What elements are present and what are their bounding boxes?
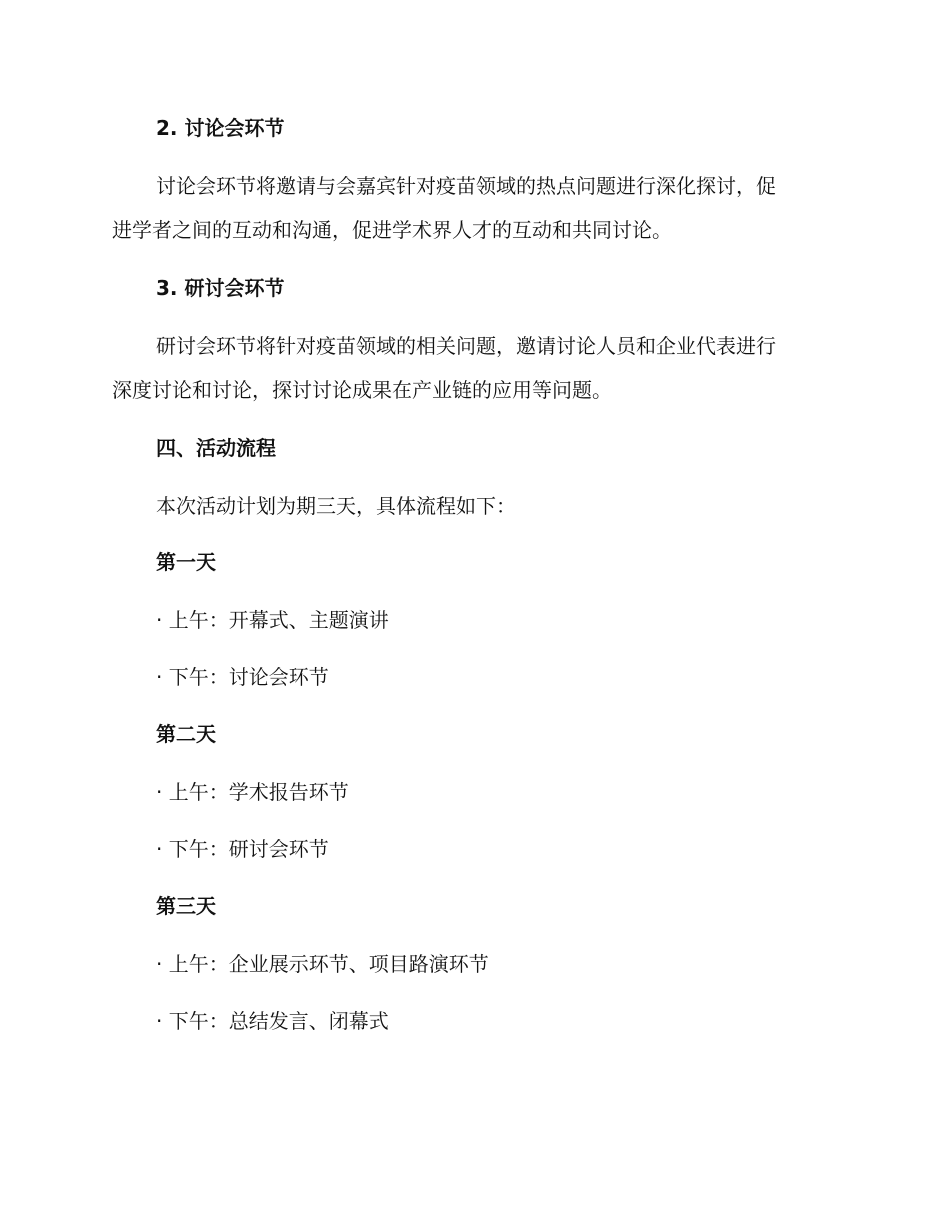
paragraph-seminar-line2: 深度讨论和讨论，探讨讨论成果在产业链的应用等问题。 (112, 378, 612, 402)
schedule-item: · 上午：学术报告环节 (156, 780, 349, 804)
schedule-item: · 下午：讨论会环节 (156, 665, 329, 689)
schedule-intro: 本次活动计划为期三天，具体流程如下： (156, 494, 516, 518)
schedule-item: · 下午：总结发言、闭幕式 (156, 1009, 389, 1033)
section-heading-schedule: 四、活动流程 (156, 436, 276, 460)
paragraph-discussion-line1: 讨论会环节将邀请与会嘉宾针对疫苗领域的热点问题进行深化探讨，促 (156, 174, 776, 198)
day-title: 第三天 (156, 894, 216, 918)
schedule-item: · 上午：开幕式、主题演讲 (156, 608, 389, 632)
paragraph-seminar-line1: 研讨会环节将针对疫苗领域的相关问题，邀请讨论人员和企业代表进行 (156, 334, 776, 358)
schedule-item: · 下午：研讨会环节 (156, 837, 329, 861)
paragraph-discussion-line2: 进学者之间的互动和沟通，促进学术界人才的互动和共同讨论。 (112, 218, 672, 242)
day-title: 第一天 (156, 550, 216, 574)
section-heading-discussion: 2. 讨论会环节 (156, 116, 285, 140)
day-title: 第二天 (156, 722, 216, 746)
section-heading-seminar: 3. 研讨会环节 (156, 276, 285, 300)
schedule-item: · 上午：企业展示环节、项目路演环节 (156, 952, 489, 976)
